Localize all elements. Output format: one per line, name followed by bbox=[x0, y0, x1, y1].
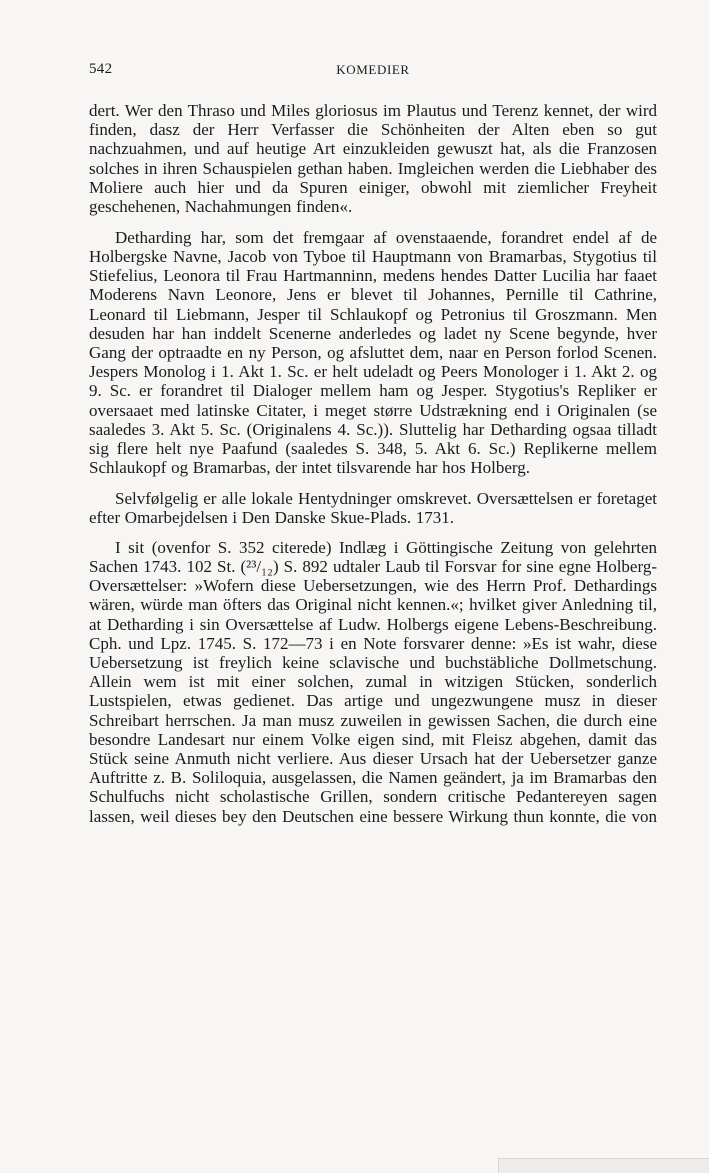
paragraph-continued: dert. Wer den Thraso und Miles gloriosus im Plautus und Terenz kennet, der wird finden, dasz der Herr Verfasser die Schönheiten der Alten eben so gut nachzuahmen, und auf heutige Art einzukleiden gewuszt hat, als die Franzosen solches in ihren Schauspielen gethan haben. Imgleichen werden die Liebhaber des Moliere auch hier und da Spuren einiger, obwohl mit ziemlicher Freyheit geschehenen, Nachahmungen finden«. bbox=[89, 101, 657, 217]
page-number: 542 bbox=[89, 61, 113, 77]
paragraph-translation-defense: I sit (ovenfor S. 352 citerede) Indlæg i Göttingische Zeitung von gelehrten Sachen 1743. 102 St. (²³/₁₂) S. 892 udtaler Laub til Forsvar for sine egne Holberg-Oversættelser: »Wofern diese Uebersetzungen, wie des Herrn Prof. Dethardings wären, würde man öfters das Original nicht kennen.«; hvilket giver Anledning til, at Detharding i sin Oversættelse af Ludw. Holbergs eigene Lebens-Beschreibung. Cph. und Lpz. 1745. S. 172—73 i en Note forsvarer denne: »Es ist wahr, diese Uebersetzung ist freylich keine sclavische und buchstäbliche Dollmetschung. Allein wem ist mit einer solchen, zumal in witzigen Stücken, sonderlich Lustspielen, etwas gedienet. Das artige und ungezwungene musz in dieser Schreibart herrschen. Ja man musz zuweilen in gewissen Sachen, die durch eine besondre Landesart nur einem Volke eigen sind, mit Fleisz abgehen, damit das Stück seine Anmuth nicht verliere. Aus dieser Ursach hat der Uebersetzer ganze Auftritte z. B. Soliloquia, ausgelassen, die Namen geändert, ja im Bramarbas den Schulfuchs nicht scholastische Grillen, sondern critische Pedantereyen sagen lassen, weil dieses bey den Deutschen eine bessere Wirkung thun konnte, die von bbox=[89, 537, 657, 826]
paragraph-name-changes: Detharding har, som det fremgaar af ovenstaaende, forandret endel af de Holbergske Navne, Jacob von Tyboe til Hauptmann von Bramarbas, Stygotius til Stiefelius, Leonora til Frau Hartmanninn, medens hendes Datter Lucilia har faaet Moderens Navn Leonore, Jens er blevet til Johannes, Pernille til Cathrine, Leonard til Liebmann, Jesper til Schlaukopf og Petronius til Groszmann. Men desuden har han inddelt Scenerne anderledes og ladet ny Scene begynde, hver Gang der optraadte en ny Person, og afsluttet dem, naar en Person forlod Scenen. Jespers Monolog i 1. Akt 1. Sc. er helt udeladt og Peers Monologer i 1. Akt 2. og 9. Sc. er forandret til Dialoger mellem ham og Jesper. Stygotius's Repliker er oversaaet med latinske Citater, i meget større Udstrækning end i Originalen (se saaledes 3. Akt 5. Sc. (Originalens 4. Sc.)). Sluttelig har Detharding ogsaa tilladt sig flere helt nye Paafund (saaledes S. 348, 5. Akt 6. Sc.) Replikerne mellem Schlaukopf og Bramarbas, der intet tilsvarende har hos Holberg. bbox=[89, 227, 657, 478]
text-body bbox=[89, 101, 657, 826]
paragraph-local-allusions: Selvfølgelig er alle lokale Hentydninger omskrevet. Oversættelsen er foretaget efter Omarbejdelsen i Den Danske Skue-Plads. 1731. bbox=[89, 488, 657, 528]
page-edge-shadow bbox=[498, 1158, 709, 1173]
running-title: KOMEDIER bbox=[336, 62, 410, 77]
page-header bbox=[89, 61, 657, 81]
